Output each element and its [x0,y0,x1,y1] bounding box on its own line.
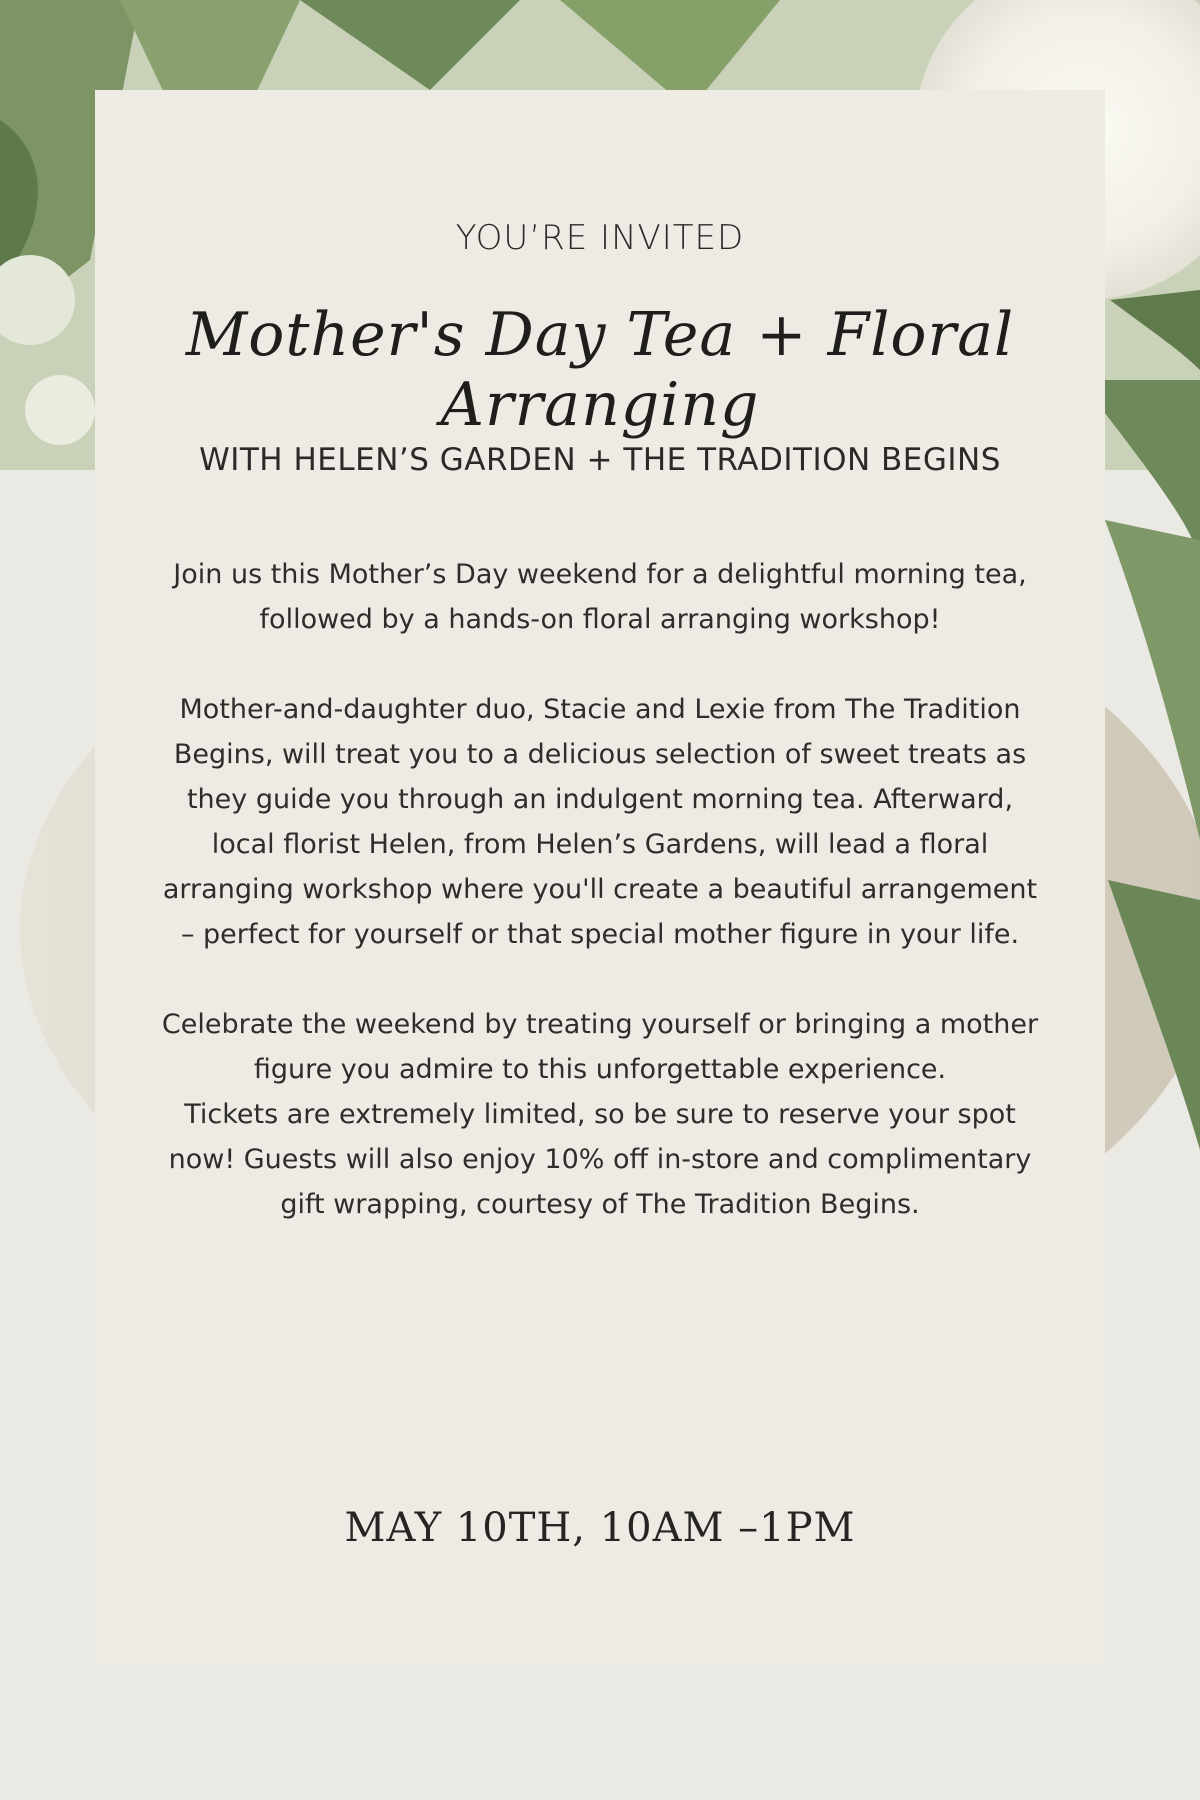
description-paragraph-hosts: Mother-and-daughter duo, Stacie and Lexie from The Tradition Begins, will treat you to a delicious selection of sweet treats as they guide you through an indulgent morning tea. Afterward, local florist Helen, from Helen’s Gardens, will lead a floral arranging workshop where you'll create a beautiful arrangement – perfect for yourself or that special mother figure in your life. [162,694,1038,950]
event-description [155,552,1045,1227]
event-title: Mother's Day Tea + Floral Arranging [185,300,1015,440]
description-paragraph-celebrate: Celebrate the weekend by treating yourself or bringing a mother figure you admire to this unforgettable experience. [161,1009,1039,1085]
paragraph-spacer [155,642,1045,687]
invited-eyebrow: YOU’RE INVITED [455,218,745,258]
paragraph-spacer [155,957,1045,1002]
description-paragraph-tickets: Tickets are extremely limited, so be sure to reserve your spot now! Guests will also enjoy 10% off in-store and complimentary gift wrapping, courtesy of The Tradition Begins. [168,1099,1032,1220]
event-date-time: MAY 10TH, 10AM –1PM [344,1505,856,1551]
event-hosts-subtitle: WITH HELEN’S GARDEN + THE TRADITION BEGINS [199,442,1001,478]
invitation-card [95,90,1105,1663]
description-paragraph-intro: Join us this Mother’s Day weekend for a delightful morning tea, followed by a hands-on floral arranging workshop! [173,559,1027,635]
